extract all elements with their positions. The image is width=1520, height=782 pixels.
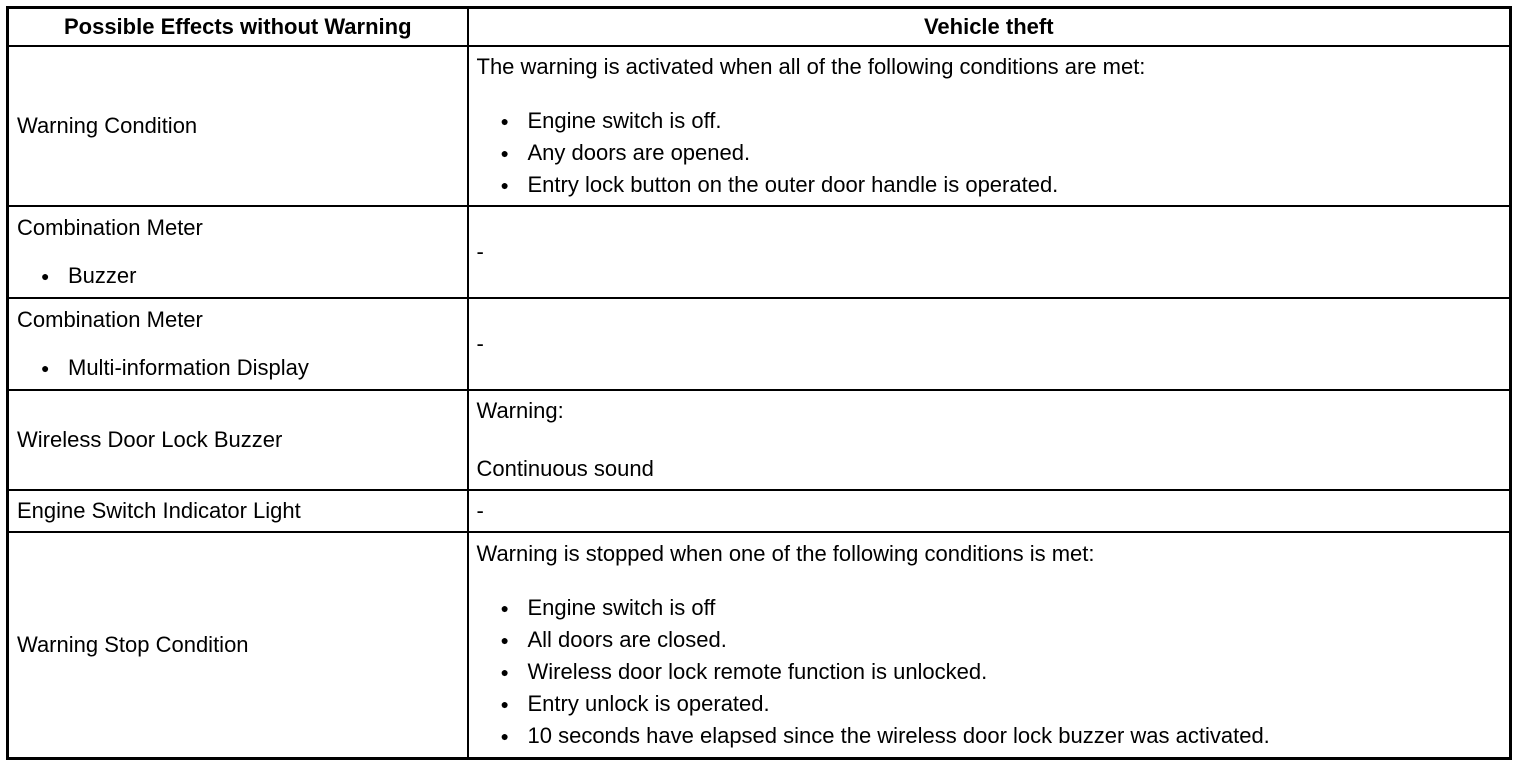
table-row-warning-condition: [8, 46, 1511, 206]
cell-wireless-door-lock-buzzer-label: [8, 390, 468, 490]
combination-meter-buzzer-bullet-list: [17, 260, 459, 292]
vehicle-theft-warning-table: [6, 6, 1512, 760]
column-header-vehicle-theft: Vehicle theft: [468, 8, 1511, 47]
warning-condition-intro: The warning is activated when all of the following conditions are met:: [476, 54, 1146, 79]
dash-value: -: [476, 498, 484, 523]
bullet-item: ● Wireless door lock remote function is unlocked.: [501, 656, 1502, 688]
bullet-item: ● Entry unlock is operated.: [501, 688, 1502, 720]
table-row-engine-switch-indicator-light: [8, 490, 1511, 532]
cell-warning-condition-label: [8, 46, 468, 206]
bullet-item: ● Entry lock button on the outer door handle is operated.: [501, 169, 1502, 201]
cell-combination-meter-buzzer-value: [468, 206, 1511, 298]
cell-warning-condition-value: [468, 46, 1511, 206]
bullet-item: ● All doors are closed.: [501, 624, 1502, 656]
row-label: Warning Stop Condition: [17, 631, 249, 657]
cell-combination-meter-display-label: [8, 298, 468, 390]
cell-warning-stop-condition-value: [468, 532, 1511, 758]
row-label: Combination Meter: [17, 215, 203, 240]
bullet-item: ● Engine switch is off: [501, 592, 1502, 624]
warning-sound-description: Continuous sound: [476, 456, 654, 481]
bullet-item: ● Multi-information Display: [41, 352, 459, 384]
warning-stop-intro: Warning is stopped when one of the following conditions is met:: [476, 540, 1095, 566]
bullet-item: ● Any doors are opened.: [501, 137, 1502, 169]
bullet-item: ● Buzzer: [41, 260, 459, 292]
bullet-item: ● Engine switch is off.: [501, 105, 1502, 137]
bullet-item: ● 10 seconds have elapsed since the wireless door lock buzzer was activated.: [501, 720, 1502, 752]
warning-condition-bullet-list: [477, 105, 1502, 201]
row-label: Engine Switch Indicator Light: [17, 498, 301, 523]
row-label: Warning Condition: [17, 113, 198, 138]
column-header-possible-effects: Possible Effects without Warning: [8, 8, 468, 47]
combination-meter-display-bullet-list: [17, 352, 459, 384]
header-row: [8, 8, 1511, 47]
cell-warning-stop-condition-label: [8, 532, 468, 758]
table-row-combination-meter-display: [8, 298, 1511, 390]
row-label: Combination Meter: [17, 307, 203, 332]
dash-value: -: [476, 331, 484, 356]
table-row-wireless-door-lock-buzzer: [8, 390, 1511, 490]
warning-label: Warning:: [476, 398, 564, 423]
cell-combination-meter-display-value: [468, 298, 1511, 390]
cell-combination-meter-buzzer-label: [8, 206, 468, 298]
cell-wireless-door-lock-buzzer-value: [468, 390, 1511, 490]
dash-value: -: [476, 239, 484, 264]
table-row-warning-stop-condition: [8, 532, 1511, 758]
warning-stop-bullet-list: [477, 592, 1502, 752]
row-label: Wireless Door Lock Buzzer: [17, 427, 283, 452]
table-row-combination-meter-buzzer: [8, 206, 1511, 298]
cell-engine-switch-indicator-label: [8, 490, 468, 532]
cell-engine-switch-indicator-value: [468, 490, 1511, 532]
